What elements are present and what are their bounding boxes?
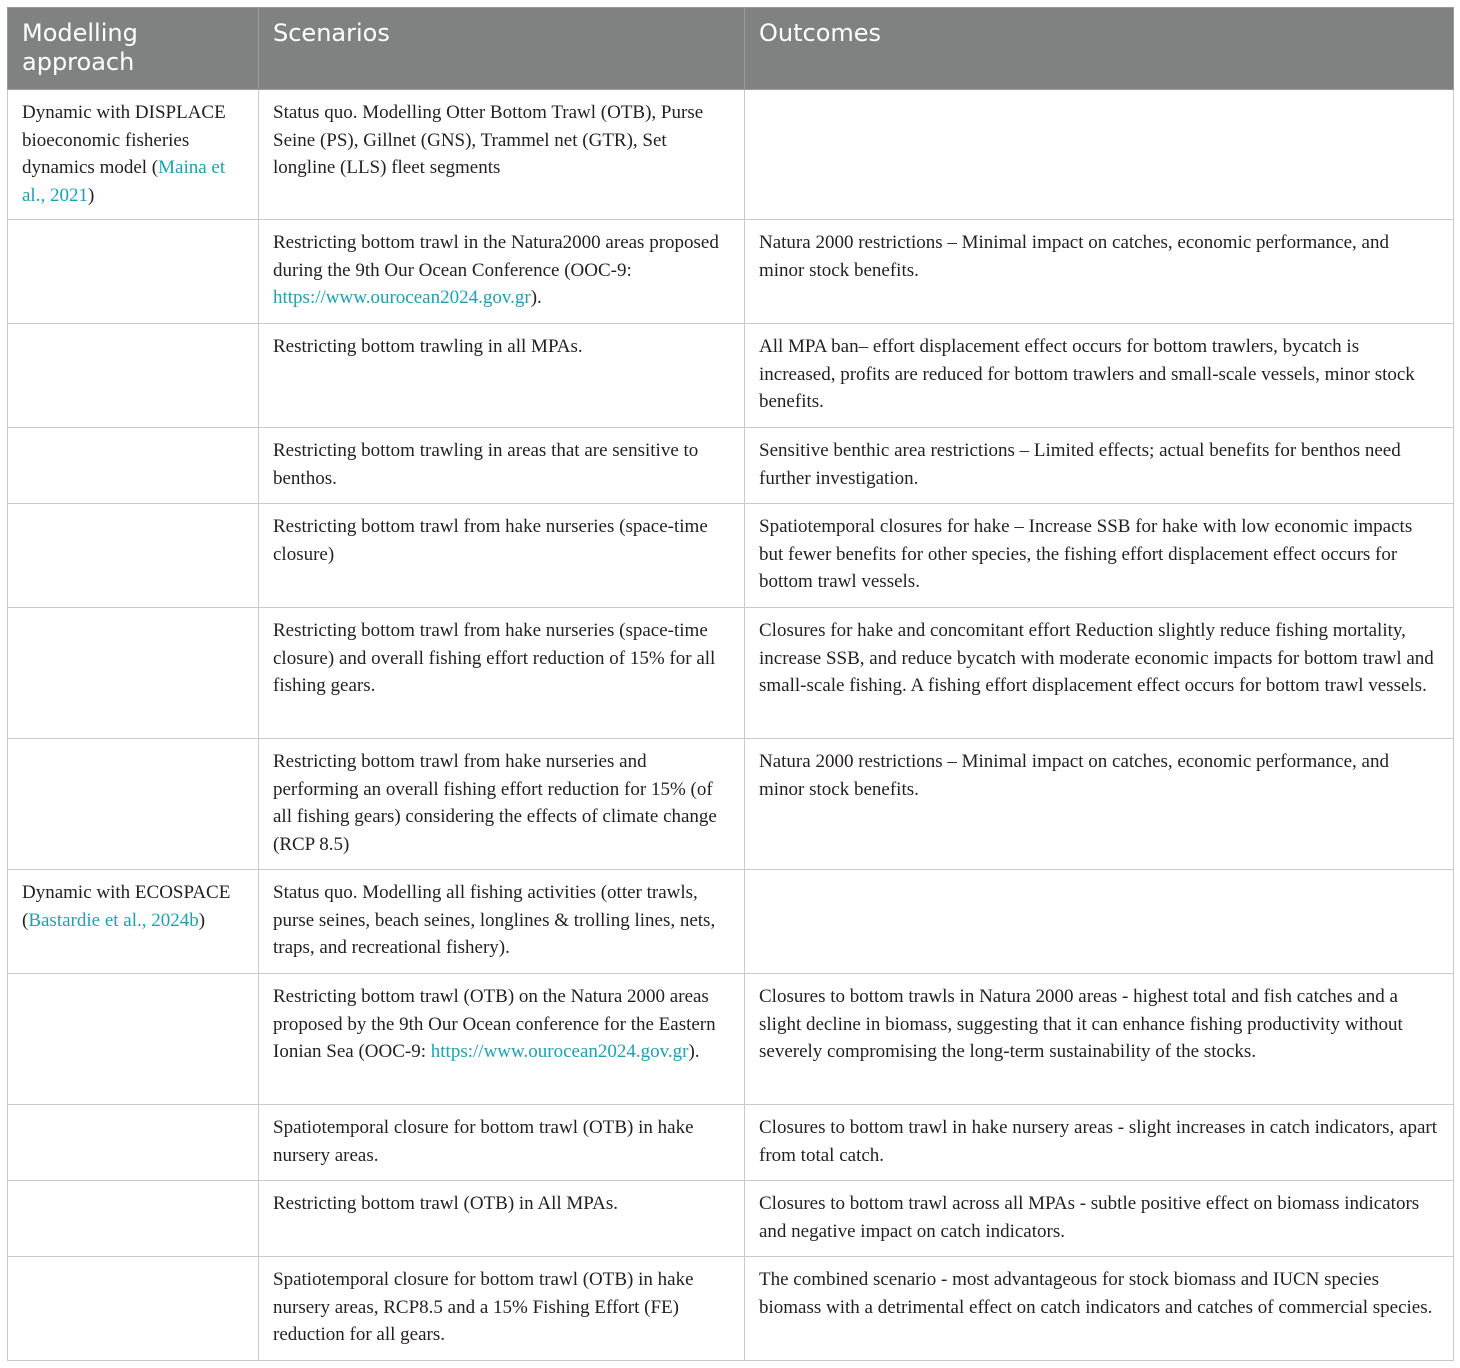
scenario-cell-text-end: ). — [530, 287, 542, 309]
scenario-cell-link[interactable]: https://www.ourocean2024.gov.gr — [273, 287, 531, 309]
approach-cell — [8, 428, 259, 504]
scenario-cell — [259, 220, 745, 324]
header-modelling-approach: Modelling approach — [8, 8, 259, 90]
approach-cell — [8, 1257, 259, 1361]
scenario-cell-text: Restricting bottom trawling in all MPAs. — [273, 336, 583, 357]
scenario-cell-text: Restricting bottom trawl from hake nurseries (space-time closure) — [273, 516, 708, 565]
scenario-cell — [259, 1257, 745, 1361]
scenario-cell-text: Status quo. Modelling Otter Bottom Trawl (OTB), Purse Seine (PS), Gillnet (GNS), Trammel net (GTR), Set longline (LLS) fleet segments — [273, 102, 704, 179]
table-row — [8, 428, 1454, 504]
approach-cell — [8, 90, 259, 220]
approach-cell — [8, 739, 259, 870]
results-table — [7, 7, 1454, 1361]
scenario-cell-text: Restricting bottom trawl (OTB) in All MPAs. — [273, 1193, 618, 1214]
outcome-cell: Closures to bottom trawl in hake nursery areas - slight increases in catch indicators, apart from total catch. — [745, 1105, 1454, 1181]
table-row — [8, 324, 1454, 428]
scenario-cell — [259, 1105, 745, 1181]
table-row — [8, 1181, 1454, 1257]
scenario-cell-text: Restricting bottom trawl (OTB) on the Natura 2000 areas proposed by the 9th Our Ocean conference for the Eastern Ionian Sea (OOC-9: — [273, 986, 716, 1063]
table-row — [8, 974, 1454, 1105]
outcome-cell: All MPA ban– effort displacement effect occurs for bottom trawlers, bycatch is increased, profits are reduced for bottom trawlers and small-scale vessels, minor stock benefits. — [745, 324, 1454, 428]
outcome-cell: Closures to bottom trawl across all MPAs - subtle positive effect on biomass indicators and negative impact on catch indicators. — [745, 1181, 1454, 1257]
approach-cell — [8, 608, 259, 739]
outcome-cell: Closures to bottom trawls in Natura 2000 areas - highest total and fish catches and a slight decline in biomass, suggesting that it can enhance fishing productivity without severely compromising the long-term sustainability of the stocks. — [745, 974, 1454, 1105]
scenario-cell — [259, 324, 745, 428]
table-row — [8, 1257, 1454, 1361]
header-scenarios: Scenarios — [259, 8, 745, 90]
approach-cell — [8, 504, 259, 608]
header-row — [8, 8, 1454, 90]
scenario-cell — [259, 974, 745, 1105]
table-row — [8, 870, 1454, 974]
approach-cell — [8, 974, 259, 1105]
outcome-cell: The combined scenario - most advantageous for stock biomass and IUCN species biomass with a detrimental effect on catch indicators and catches of commercial species. — [745, 1257, 1454, 1361]
scenario-cell — [259, 739, 745, 870]
outcome-cell: Sensitive benthic area restrictions – Limited effects; actual benefits for benthos need further investigation. — [745, 428, 1454, 504]
header-outcomes: Outcomes — [745, 8, 1454, 90]
outcome-cell — [745, 90, 1454, 220]
table-row — [8, 608, 1454, 739]
approach-cell — [8, 870, 259, 974]
scenario-cell-text: Restricting bottom trawl from hake nurseries (space-time closure) and overall fishing effort reduction of 15% for all fishing gears. — [273, 620, 716, 697]
outcome-cell — [745, 870, 1454, 974]
approach-cell-text-end: ) — [198, 909, 206, 931]
scenario-cell-text: Restricting bottom trawl in the Natura2000 areas proposed during the 9th Our Ocean Conference (OOC-9: — [273, 232, 719, 281]
scenario-cell-text: Status quo. Modelling all fishing activities (otter trawls, purse seines, beach seines, longlines & trolling lines, nets, traps, and recreational fishery). — [273, 882, 716, 959]
scenario-cell — [259, 90, 745, 220]
approach-cell — [8, 1105, 259, 1181]
approach-cell — [8, 324, 259, 428]
scenario-cell-text: Spatiotemporal closure for bottom trawl (OTB) in hake nursery areas, RCP8.5 and a 15% Fishing Effort (FE) reduction for all gears. — [273, 1269, 694, 1346]
approach-cell-text: Dynamic with ECOSPACE ( — [22, 882, 231, 931]
table-row — [8, 1105, 1454, 1181]
scenario-cell — [259, 428, 745, 504]
scenario-cell — [259, 608, 745, 739]
outcome-cell: Natura 2000 restrictions – Minimal impact on catches, economic performance, and minor stock benefits. — [745, 220, 1454, 324]
approach-cell-text: Dynamic with DISPLACE bioeconomic fisheries dynamics model ( — [22, 102, 226, 179]
table-row — [8, 220, 1454, 324]
scenario-cell-text: Restricting bottom trawl from hake nurseries and performing an overall fishing effort reduction for 15% (of all fishing gears) considering the effects of climate change (RCP 8.5) — [273, 751, 717, 855]
outcome-cell: Natura 2000 restrictions – Minimal impact on catches, economic performance, and minor stock benefits. — [745, 739, 1454, 870]
scenario-cell — [259, 1181, 745, 1257]
approach-cell — [8, 220, 259, 324]
scenario-cell — [259, 504, 745, 608]
table-row — [8, 739, 1454, 870]
outcome-cell: Closures for hake and concomitant effort Reduction slightly reduce fishing mortality, increase SSB, and reduce bycatch with moderate economic impacts for bottom trawl and small-scale fishing. A fishing effort displacement effect occurs for bottom trawl vessels. — [745, 608, 1454, 739]
outcome-cell: Spatiotemporal closures for hake – Increase SSB for hake with low economic impacts but fewer benefits for other species, the fishing effort displacement effect occurs for bottom trawl vessels. — [745, 504, 1454, 608]
scenario-cell — [259, 870, 745, 974]
scenario-cell-link[interactable]: https://www.ourocean2024.gov.gr — [430, 1041, 689, 1063]
approach-cell-link[interactable]: Maina et al., 2021 — [22, 157, 226, 206]
scenario-cell-text-end: ). — [688, 1041, 700, 1063]
approach-cell-link[interactable]: Bastardie et al., 2024b — [28, 909, 199, 931]
table-row — [8, 90, 1454, 220]
scenario-cell-text: Restricting bottom trawling in areas that are sensitive to benthos. — [273, 440, 699, 489]
table-row — [8, 504, 1454, 608]
approach-cell-text-end: ) — [87, 184, 95, 206]
approach-cell — [8, 1181, 259, 1257]
scenario-cell-text: Spatiotemporal closure for bottom trawl (OTB) in hake nursery areas. — [273, 1117, 694, 1166]
